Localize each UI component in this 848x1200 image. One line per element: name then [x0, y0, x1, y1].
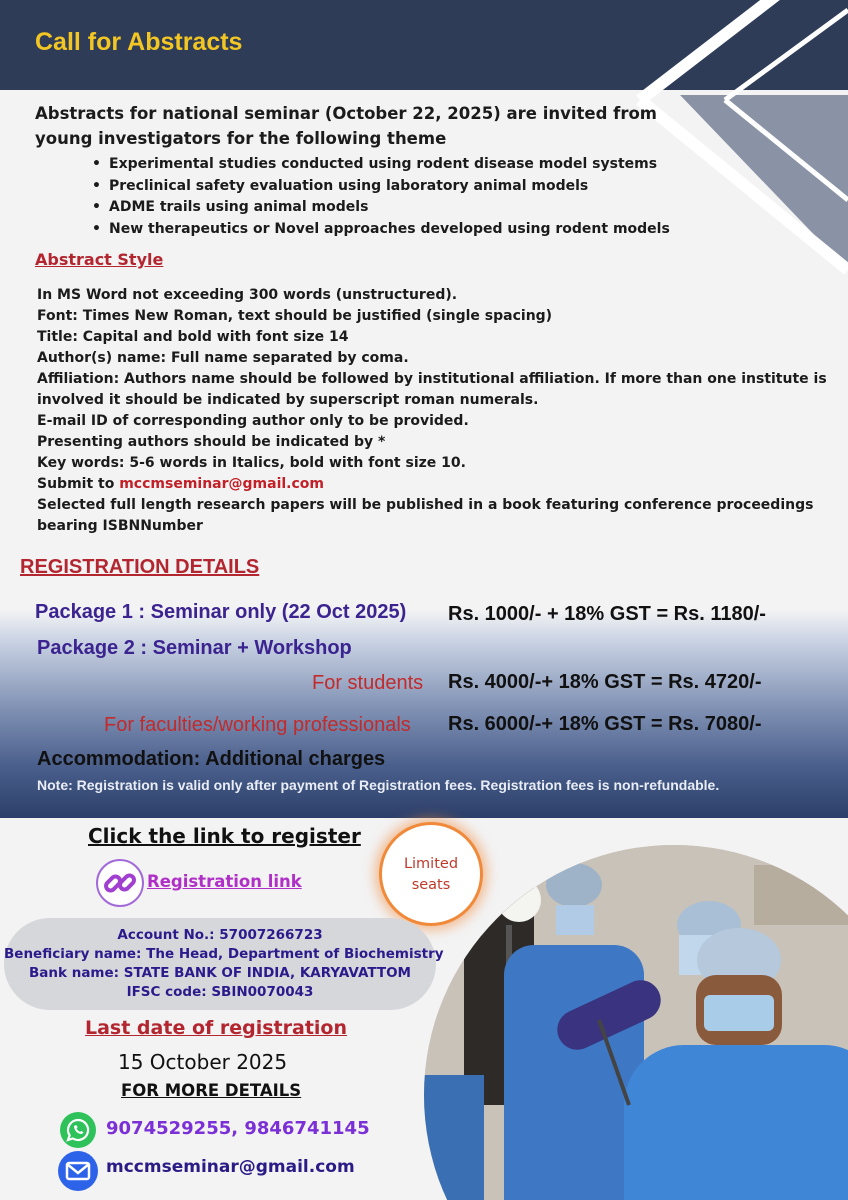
badge-line: Limited: [403, 856, 459, 872]
rule-line: Key words: 5-6 words in Italics, bold with font size 10.: [37, 455, 466, 471]
lab-photo: [424, 845, 848, 1200]
abstract-style-heading: Abstract Style: [35, 250, 164, 269]
more-details-heading: FOR MORE DETAILS: [121, 1081, 302, 1100]
chain-link-icon[interactable]: [96, 859, 144, 907]
package2-label: Package 2 : Seminar + Workshop: [37, 637, 352, 659]
envelope-icon: [58, 1151, 98, 1191]
theme-item: • ADME trails using animal models: [92, 197, 670, 219]
theme-item: • Preclinical safety evaluation using laboratory animal models: [92, 176, 670, 198]
rule-line: In MS Word not exceeding 300 words (unstructured).: [37, 287, 458, 303]
registration-heading: REGISTRATION DETAILS: [20, 556, 260, 578]
theme-list: [92, 154, 670, 240]
phone-numbers[interactable]: 9074529255, 9846741145: [106, 1118, 370, 1139]
submit-line: [37, 474, 827, 495]
theme-item: • New therapeutics or Novel approaches developed using rodent models: [92, 219, 670, 241]
students-price: Rs. 4000/-+ 18% GST = Rs. 4720/-: [448, 671, 762, 693]
theme-item: • Experimental studies conducted using rodent disease model systems: [92, 154, 670, 176]
publication-note: Selected full length research papers will be published in a book featuring conference proceedings bearing ISBNNumber: [37, 497, 814, 534]
rule-line: Author(s) name: Full name separated by coma.: [37, 350, 409, 366]
click-to-register-heading: Click the link to register: [88, 824, 361, 848]
students-label: For students: [312, 672, 424, 694]
submit-email-link[interactable]: mccmseminar@gmail.com: [119, 476, 325, 492]
limited-seats-badge: [379, 822, 483, 926]
accommodation-text: Accommodation: Additional charges: [37, 748, 386, 770]
beneficiary-name: Beneficiary name: The Head, Department of Biochemistry: [4, 946, 444, 962]
badge-line: seats: [411, 877, 451, 893]
bank-details: [4, 918, 444, 1010]
contact-email-link[interactable]: mccmseminar@gmail.com: [106, 1157, 355, 1177]
header-bar: [0, 0, 848, 90]
package1-label: Package 1 : Seminar only (22 Oct 2025): [35, 601, 407, 623]
registration-note: Note: Registration is valid only after payment of Registration fees. Registration fees is non-refundable.: [37, 777, 720, 793]
rule-line: Presenting authors should be indicated by *: [37, 434, 386, 450]
intro-text: Abstracts for national seminar (October 22, 2025) are invited from young investigators for the following theme: [35, 104, 657, 148]
faculty-label: For faculties/working professionals: [104, 714, 411, 736]
rule-line: E-mail ID of corresponding author only to be provided.: [37, 413, 469, 429]
whatsapp-icon: [60, 1112, 96, 1148]
last-date-value: 15 October 2025: [118, 1050, 288, 1074]
rule-line: Title: Capital and bold with font size 14: [37, 329, 349, 345]
rule-line: Affiliation: Authors name should be followed by institutional affiliation. If more than one institute is involved it should be indicated by superscript roman numerals.: [37, 371, 827, 408]
abstract-rules: [37, 285, 827, 537]
bank-name: Bank name: STATE BANK OF INDIA, KARYAVATTOM: [29, 965, 411, 981]
rule-line: Font: Times New Roman, text should be justified (single spacing): [37, 308, 553, 324]
ifsc-code: IFSC code: SBIN0070043: [126, 984, 314, 1000]
registration-link[interactable]: Registration link: [147, 872, 302, 891]
submit-prefix: Submit to: [37, 476, 120, 492]
last-date-heading: Last date of registration: [85, 1017, 348, 1039]
page-title: Call for Abstracts: [35, 28, 243, 56]
account-number: Account No.: 57007266723: [117, 927, 323, 943]
package1-price: Rs. 1000/- + 18% GST = Rs. 1180/-: [448, 603, 766, 625]
faculty-price: Rs. 6000/-+ 18% GST = Rs. 7080/-: [448, 713, 762, 735]
